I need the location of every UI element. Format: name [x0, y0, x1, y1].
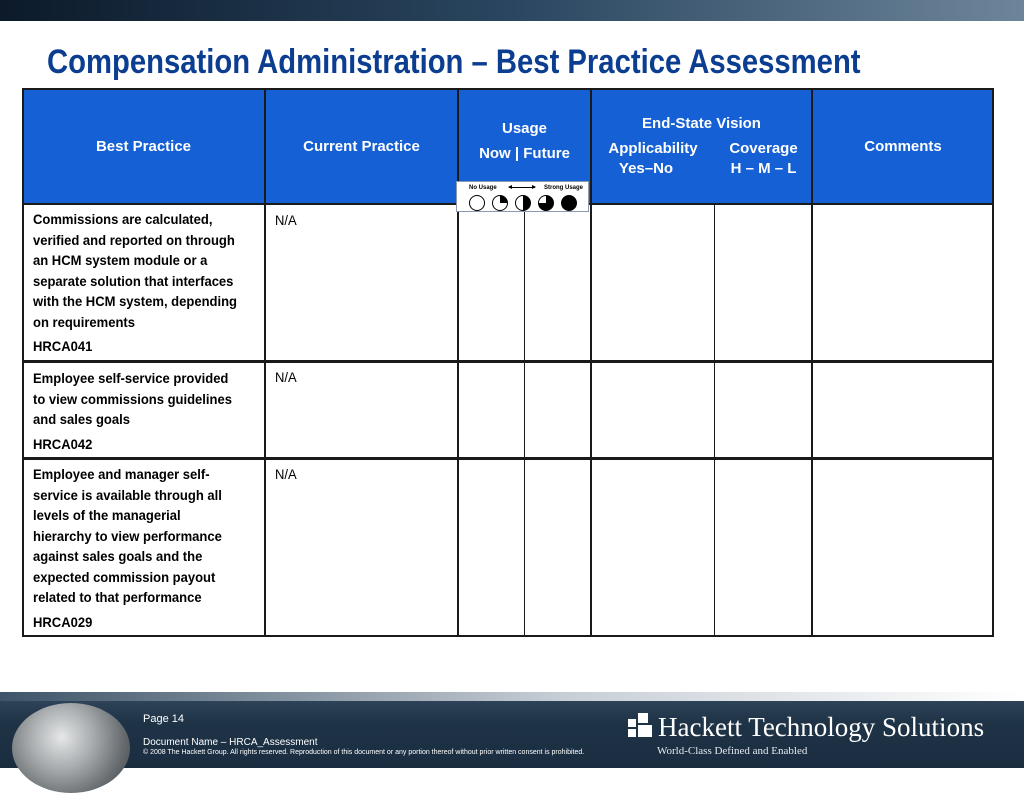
top-banner	[0, 0, 1024, 21]
harvey-ball-icon	[562, 196, 577, 211]
current-practice-cell: N/A	[275, 466, 297, 482]
header-applicability-sub: Yes–No	[618, 160, 674, 177]
header-coverage: Coverage	[729, 140, 798, 157]
assessment-table	[22, 88, 994, 637]
header-best-practice: Best Practice	[95, 138, 192, 155]
header-usage-sub: Now | Future	[479, 145, 570, 162]
legend-strong-usage: Strong Usage	[544, 185, 584, 191]
usage-legend	[456, 181, 589, 212]
harvey-ball-icon	[470, 196, 485, 211]
copyright-notice: © 2008 The Hackett Group. All rights reserved. Reproduction of this document or any portion thereof without prior written consent is prohibited.	[143, 749, 585, 756]
globe-image	[12, 703, 130, 793]
harvey-ball-icon	[516, 196, 531, 211]
harvey-ball-icon	[493, 196, 508, 211]
practice-code: HRCA041	[33, 338, 93, 354]
legend-no-usage: No Usage	[469, 185, 497, 191]
header-coverage-sub: H – M – L	[730, 160, 797, 177]
practice-code: HRCA029	[33, 613, 93, 630]
current-practice-cell: N/A	[275, 212, 297, 228]
page-number: Page 14	[143, 713, 184, 725]
header-comments: Comments	[864, 138, 942, 155]
harvey-balls	[457, 193, 588, 213]
practice-code: HRCA042	[33, 435, 93, 452]
legend-arrow-icon	[509, 187, 535, 188]
footer-strip	[0, 692, 1024, 701]
brand-name: Hackett Technology Solutions	[658, 712, 985, 742]
practice-text: Employee and manager self-service is available through all levels of the managerial hierarchy to view performance against sales goals and the expected commission payout related to that performance	[33, 466, 222, 605]
header-usage: Usage	[501, 120, 548, 137]
slide-title: Compensation Administration – Best Practice Assessment	[47, 43, 861, 81]
header-current-practice: Current Practice	[303, 138, 420, 155]
harvey-ball-icon	[539, 196, 554, 211]
table-border	[22, 88, 994, 637]
header-end-state-vision: End-State Vision	[642, 115, 761, 132]
current-practice-cell: N/A	[275, 369, 297, 385]
brand-tagline: World-Class Defined and Enabled	[657, 745, 808, 757]
practice-text: Employee self-service provided to view commissions guidelines and sales goals	[33, 370, 232, 427]
document-name: Document Name – HRCA_Assessment	[143, 737, 318, 748]
practice-text: Commissions are calculated, verified and reported on through an HCM system module or a separate solution that interfaces with the HCM system, depending on requirements	[33, 211, 238, 330]
header-applicability: Applicability	[608, 140, 698, 157]
